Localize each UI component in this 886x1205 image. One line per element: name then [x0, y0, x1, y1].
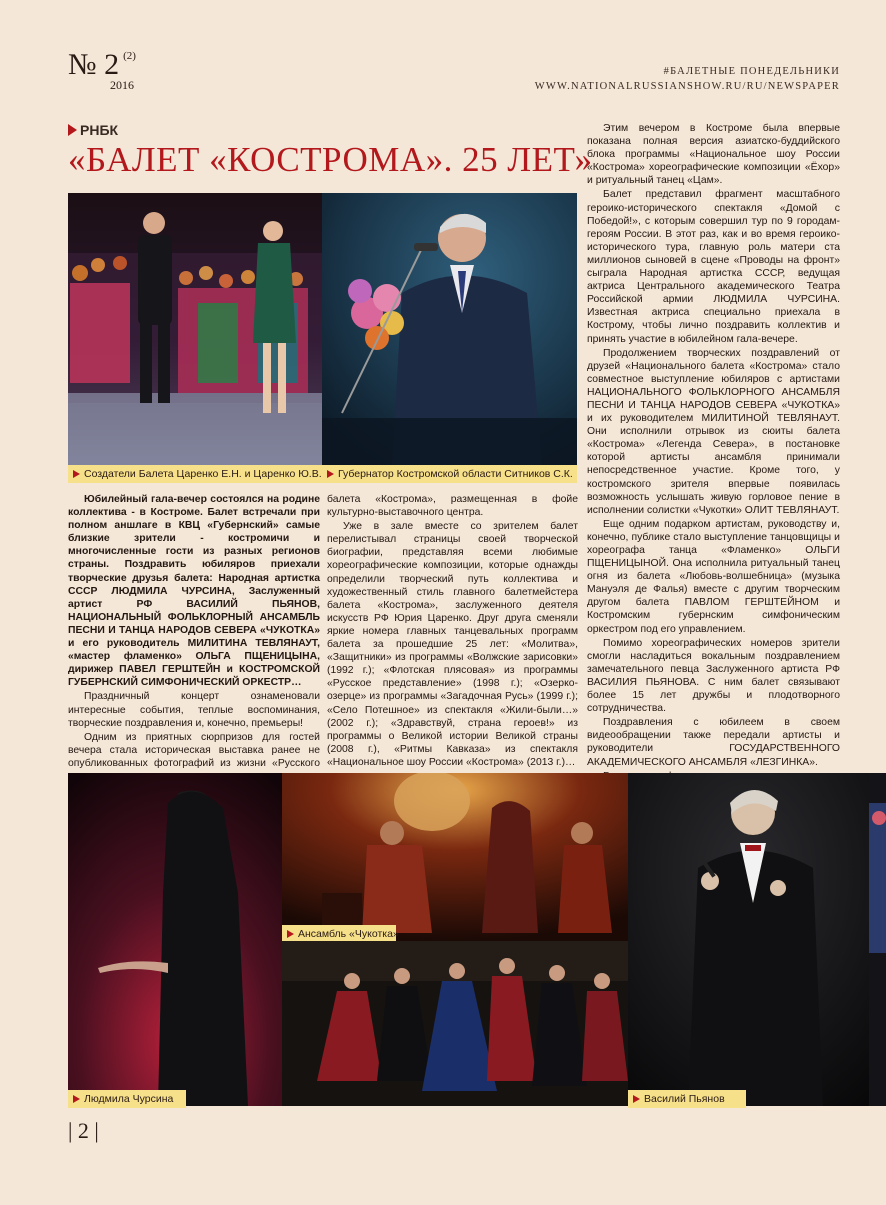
caption-photo3: Людмила Чурсина — [68, 1090, 186, 1108]
col1-p3: Одним из приятных сюрпризов для гостей вечера стала историческая выставка ранее не опубликованных фотографий из жизни «Русского — [68, 731, 320, 769]
photo-flamenco-image — [282, 941, 628, 1106]
photo-ballet-founders — [68, 193, 322, 465]
col3-p1: Этим вечером в Костроме была впервые показана полная версия азиатско-буддийского блока программы «Национальное шоу России «Кострома» хореографические композиции «Ёхор» и ритуальный танец «Цам». — [587, 123, 840, 187]
photo-ballet-founders-image — [68, 193, 322, 465]
issue-year: 2016 — [110, 78, 134, 92]
column-1 — [68, 493, 320, 784]
article-title: «БАЛЕТ «КОСТРОМА». 25 ЛЕТ» — [68, 140, 593, 179]
photo-edge-partial — [869, 773, 886, 1106]
caption-photo6: Василий Пьянов — [628, 1090, 746, 1108]
caption-photo2: Губернатор Костромской области Ситников С.К. — [322, 465, 577, 483]
rubric-triangle-icon — [68, 124, 77, 136]
col1-lead: Юбилейный гала-вечер состоялся на родине коллектива - в Костроме. Балет встречали при полном аншлаге в КВЦ «Губернский» самые близкие зрители - костромичи и многочисленные гости из разных регионов страны. Поздравить юбиляров приехали творческие друзья балета: Народная артистка СССР ЛЮДМИЛА ЧУРСИНА, Заслуженный артист РФ ВАСИЛИЙ ПЬЯНОВ, НАЦИОНАЛЬНЫЙ ФОЛЬКЛОРНЫЙ АНСАМБЛЬ ПЕСНИ И ТАНЦА НАРОДОВ СЕВЕРА «ЧУКОТКА» и его руководитель МИЛИТИНА ТЕВЛЯНАУТ, «мастер фламенко» ОЛЬГА ПЩЕНИЦЫНА, дирижер ПАВЕЛ ГЕРШТЕЙН и КОСТРОМСКОЙ ГУБЕРНСКИЙ СИМФОНИЧЕСКИЙ ОРКЕСТР… — [68, 494, 320, 689]
rubric — [68, 122, 118, 138]
col2-p2: Уже в зале вместе со зрителем балет перелистывал страницы своей творческой биографии, представляя всеми любимые хореографические композиции, которые однажды определили творческий путь коллектива и художественный стиль главного балетмейстера балета «Кострома», заслуженного деятеля искусств РФ Юрия Царенко. Друг друга сменяли яркие номера главных танцевальных программ балета за прошедшие 25 лет: «Молитва», «Защитники» из программы «Волжские зарисовки» (1992 г.); «Флотская плясовая» из программы «Русское представление» (1998 г.); «Озерко-озерце» из программы «Загадочная Русь» (1999 г.); «Село Потешное» из спектакля «Жили-были…» (2002 г.); «Здравствуй, страна героев!» из программы о Великой истории Великой страны (2008 г.), «Ритмы Кавказа» из спектакля «Национальное шоу России «Кострома» (2013 г.)… — [327, 521, 578, 768]
col3-p3: Продолжением творческих поздравлений от друзей «Национального балета «Кострома» стало совместное выступление юбиляров с артистами НАЦИОНАЛЬНОГО ФОЛЬКЛОРНОГО АНСАМБЛЯ ПЕСНИ И ТАНЦА НАРОДОВ СЕВЕРА «ЧУКОТКА» и их руководителем МИЛИТИНОЙ ТЕВЛЯНАУТ. Они исполнили отрывок из сюиты балета «Кострома» «Легенда Севера», в постановке которой артисты ансамбля принимали непосредственное участие. Кроме того, у костромского зрителя впервые появилась возможность услышать живую горловое пение в исполнении солистки «Чукотки» ОЛИТ ТЕВЛЯНАУТ. — [587, 347, 840, 516]
issue-prefix: № 2 — [68, 48, 120, 81]
col1-p2: Праздничный концерт ознаменовали интересные события, теплые воспоминания, творческие поздравления и, конечно, премьеры! — [68, 691, 320, 729]
photo-chukotka — [282, 773, 628, 941]
photo-pyanov-image — [628, 773, 869, 1106]
header-url[interactable]: WWW.NATIONALRUSSIANSHOW.RU/RU/NEWSPAPER — [534, 81, 840, 92]
photo-chursina — [68, 773, 282, 1106]
col3-p5: Помимо хореографических номеров зрители смогли насладиться вокальным поздравлением замечательного певца Заслуженного артиста РФ ВАСИЛИЯ ПЬЯНОВА. С ним балет связывают более 15 лет дружбы и плодотворного сотрудничества. — [587, 637, 840, 715]
issue-number — [68, 48, 136, 92]
photo-chursina-image — [68, 773, 282, 1106]
col3-p6: Поздравления с юбилеем в своем видеообращении также передали артисты и руководители ГОСУДАРСТВЕННОГО АКАДЕМИЧЕСКОГО АНСАМБЛЯ «ЛЕЗГИНКА». — [587, 717, 840, 768]
caption-photo4: Ансамбль «Чукотка» — [282, 925, 396, 943]
column-2 — [327, 493, 578, 770]
photo-edge-partial-image — [869, 773, 886, 1106]
col2-p1: балета «Кострома», размещенная в фойе культурно-выставочного центра. — [327, 494, 578, 519]
photo-governor — [322, 193, 577, 465]
header-tag: #БАЛЕТНЫЕ ПОНЕДЕЛЬНИКИ — [663, 66, 840, 77]
photo-pyanov — [628, 773, 869, 1106]
col3-p2: Балет представил фрагмент масштабного героико-исторического спектакля «Домой с Победой!», с которым совершил тур по 9 городам-героям России. В этот раз, как и во время героико-исторического тура, главную роль матери ста миллионов сыновей в сцене «Проводы на фронт» сыграла Народная артистка СССР, ведущая актриса Центрального академического Театра Российской армии ЛЮДМИЛА ЧУРСИНА. Известная актриса специально приехала в Кострому, чтобы лично поздравить коллектив и принять участие в юбилейном гала-вечере. — [587, 189, 840, 345]
issue-sub: (2) — [123, 50, 136, 62]
photo-governor-image — [322, 193, 577, 465]
photo-chukotka-image — [282, 773, 628, 941]
rubric-label: РНБК — [80, 122, 119, 138]
column-3 — [587, 122, 840, 784]
header-right — [535, 64, 840, 94]
col3-p4: Еще одним подарком артистам, руководству и, конечно, публике стало выступление танцовщицы и хореографа танца «Фламенко» ОЛЬГИ ПЩЕНИЦЫНОЙ. Она исполнила ритуальный танец огня из балета «Любовь-волшебница» (музыка Мануэля де Фалья) вместе с другим творческим другом балета ПАВЛОМ ГЕРШТЕЙНОМ и Костромским губернским симфоническим оркестром под его управлением. — [587, 518, 840, 635]
photo-flamenco — [282, 941, 628, 1106]
caption-photo1: Создатели Балета Царенко Е.Н. и Царенко Ю.В. — [68, 465, 322, 483]
page-number: | 2 | — [68, 1118, 99, 1143]
